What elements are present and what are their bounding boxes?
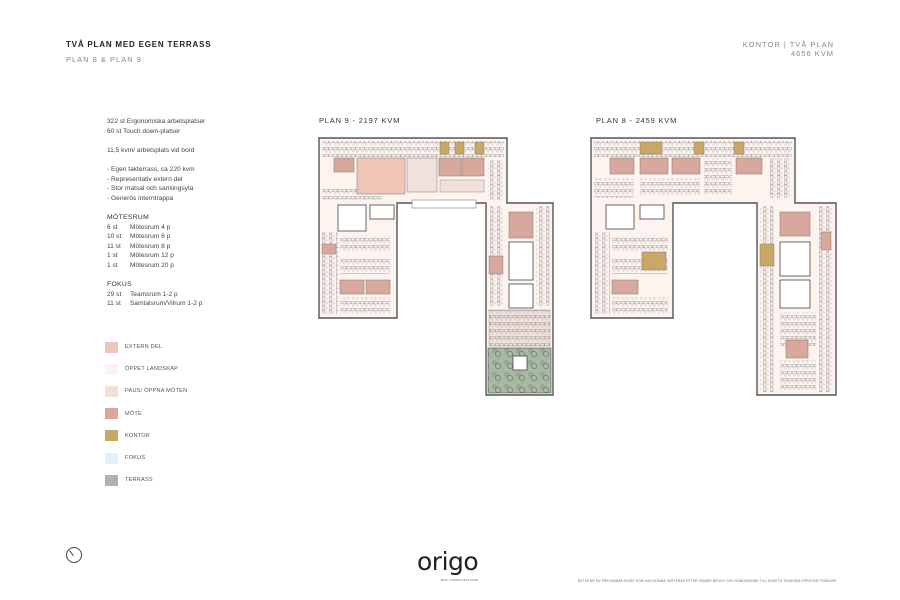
plan9-label: PLAN 9 - 2197 KVM	[319, 116, 401, 125]
meeting-label: Mötesrum 4 p	[130, 223, 171, 231]
page-subtitle: PLAN 8 & PLAN 9	[66, 55, 142, 64]
legend-label: EXTERN DEL	[125, 344, 163, 351]
feature-item: - Egen takterrass, ca 220 kvm	[107, 165, 195, 173]
origo-logo: origo	[417, 547, 479, 576]
header-category: KONTOR | TVÅ PLAN	[742, 40, 834, 49]
meeting-label: Mötesrum 12 p	[130, 252, 174, 260]
focus-label: Samtalsrum/Vilrum 1-2 p	[130, 300, 203, 308]
plan8-label: PLAN 8 - 2459 KVM	[596, 116, 678, 125]
focus-heading: FOKUS	[107, 281, 132, 289]
feature-item: - Stor matsal och samlingsyta	[107, 185, 194, 193]
meeting-label: Mötesrum 8 p	[130, 242, 171, 250]
ratio-text: 11,5 kvm/ arbetsplats vid bord	[107, 146, 195, 154]
focus-count: 11 st	[107, 300, 121, 308]
legend-label: MÖTE	[125, 410, 142, 417]
page-title: TVÅ PLAN MED EGEN TERRASS	[66, 40, 212, 49]
meeting-heading: MÖTESRUM	[107, 213, 150, 221]
meeting-count: 11 st	[107, 242, 121, 250]
north-arrow-icon	[66, 547, 82, 563]
meeting-count: 6 st	[107, 223, 118, 231]
legend-label: PAUS/ ÖPPNA MÖTEN	[125, 388, 188, 395]
feature-item: - Representativ extern del	[107, 175, 183, 183]
meeting-count: 1 st	[107, 261, 118, 269]
meeting-label: Mötesrum 20 p	[130, 261, 174, 269]
plan8-drawing	[591, 138, 836, 395]
meeting-label: Mötesrum 6 p	[130, 233, 171, 241]
meeting-count: 1 st	[107, 252, 118, 260]
meeting-count: 10 st	[107, 233, 122, 241]
legend-label: FOKUS	[125, 455, 146, 462]
focus-count: 29 st	[107, 290, 122, 298]
disclaimer: DETTA ÄR EN PRELIMINÄR SKISS SOM KAN KOMMA JUSTERAS EFTER VIDARE BEHOV OCH SAMORDNING TILL HUSETS TEKNISKA FÖRUTSÄTTNINGAR	[577, 579, 836, 583]
touchdown-text: 60 st Touch down-platser	[107, 127, 181, 135]
legend-label: TERRASS	[125, 477, 153, 484]
workplaces-text: 322 st Ergonomiska arbetsplatser	[107, 118, 206, 125]
legend-label: ÖPPET LANDSKAP	[125, 366, 179, 373]
plan9-drawing	[319, 138, 553, 395]
feature-item: - Generös interntrappa	[107, 194, 174, 202]
header-area: 4656 KVM	[790, 49, 834, 58]
focus-label: Teamsrum 1-2 p	[130, 290, 178, 298]
logo-subtext: BOX CONSULTATIONS	[441, 578, 479, 582]
legend-label: KONTOR	[125, 432, 151, 439]
